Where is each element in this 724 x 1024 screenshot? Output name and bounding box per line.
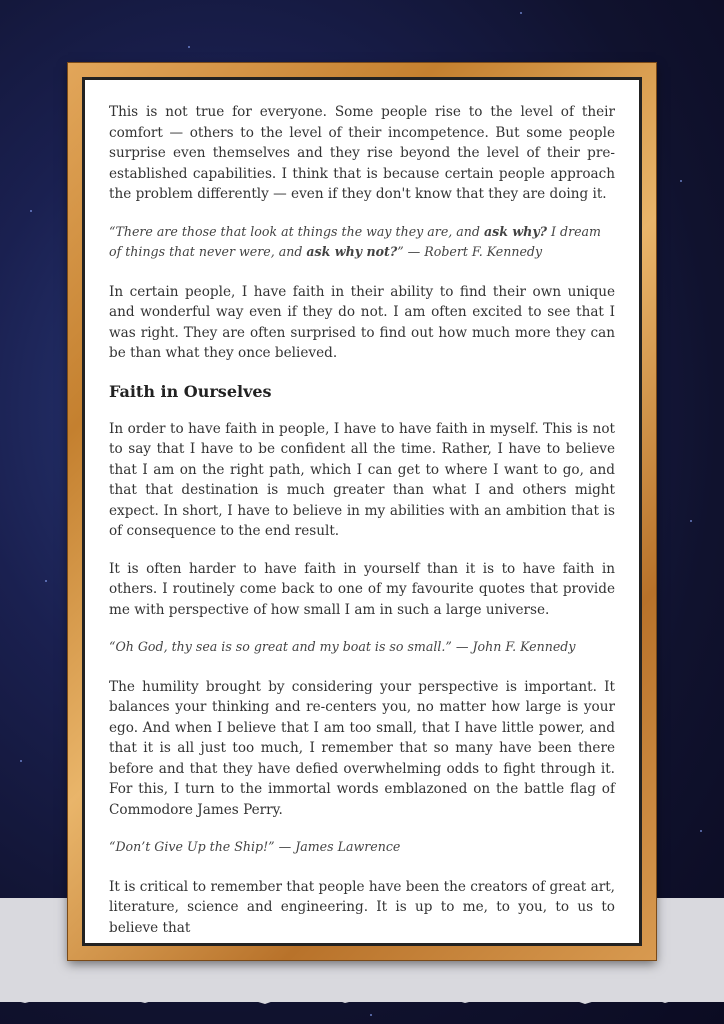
picture-frame xyxy=(68,63,656,960)
paragraph-final: It is critical to remember that people have been the creators of great art, literature, science and engineering. It is up to me, to you, to us to believe that xyxy=(109,878,615,936)
quote-robert-kennedy xyxy=(109,222,615,263)
quote-text: I dream of things that never were, and xyxy=(109,223,601,259)
paragraph-faith-self-2: It is often harder to have faith in yourself than it is to have faith in others. I routinely come back to one of my favourite quotes that provide me with perspective of how small I am in such a large universe. xyxy=(109,560,615,618)
paragraph-intro: This is not true for everyone. Some people rise to the level of their comfort — others to the level of their incompetence. But some people surprise even themselves and they rise beyond the level of their pre-established capabilities. I think that is because certain people approach the problem differently — even if they don't know that they are doing it. xyxy=(109,104,615,202)
quote-james-lawrence: “Don’t Give Up the Ship!” — James Lawrence xyxy=(109,839,401,854)
paragraph-faith-in-others: In certain people, I have faith in their ability to find their own unique and wonderful way even if they do not. I am often excited to see that I was right. They are often surprised to find out how much more they can be than what they once believed. xyxy=(109,283,615,361)
section-heading: Faith in Ourselves xyxy=(109,381,272,401)
quote-text: “There are those that look at things the way they are, and xyxy=(109,223,484,239)
paragraph-humility: The humility brought by considering your perspective is important. It balances your thinking and re-centers you, no matter how large is your ego. And when I believe that I am too small, that I have little power, and that it is all just too much, I remember that so many have been there before and that they have defied overwhelming odds to fight through it. For this, I turn to the immortal words emblazoned on the battle flag of Commodore James Perry. xyxy=(109,678,615,818)
page-content xyxy=(82,77,642,946)
quote-emphasis: ask why? xyxy=(483,223,548,239)
paragraph-faith-self-1: In order to have faith in people, I have to have faith in myself. This is not to say that I have to be confident all the time. Rather, I have to believe that I am on the right path, which I can get to where I want to go, and that that destination is much greater than what I and others might expect. In short, I have to believe in my abilities with an ambition that is of consequence to the end result. xyxy=(109,420,615,539)
quote-attribution: ” — Robert F. Kennedy xyxy=(397,244,543,259)
quote-john-kennedy: “Oh God, thy sea is so great and my boat is so small.” — John F. Kennedy xyxy=(109,639,576,654)
torn-edge-bottom xyxy=(0,992,724,1008)
quote-emphasis: ask why not? xyxy=(306,244,398,259)
